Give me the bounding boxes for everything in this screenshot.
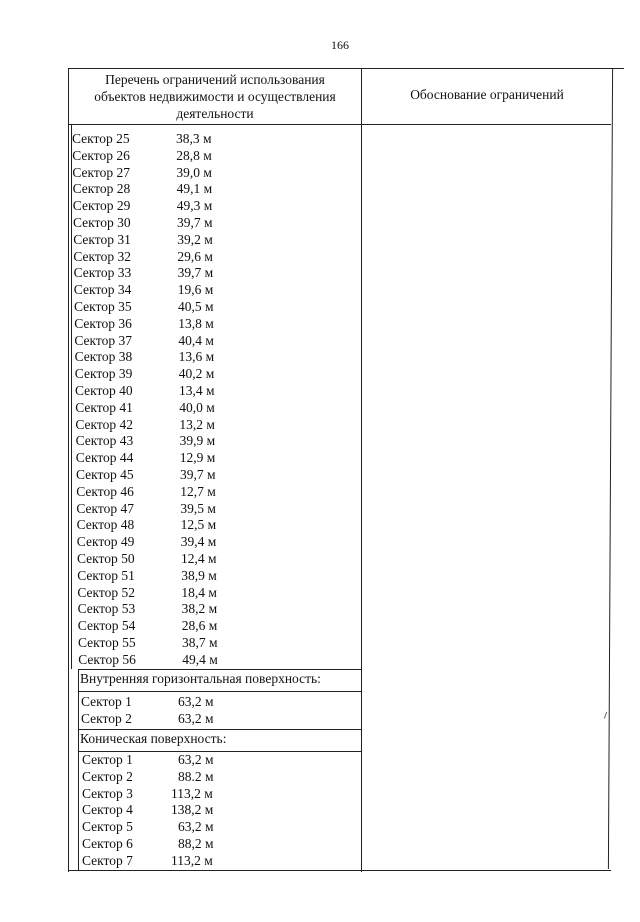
section-divider bbox=[78, 729, 362, 730]
sector-height-value: 49,4 м bbox=[182, 651, 218, 667]
table-row bbox=[72, 181, 213, 198]
section-left-border bbox=[78, 669, 79, 870]
sector-label: Сектор 35 bbox=[74, 299, 132, 314]
sector-label: Сектор 28 bbox=[72, 181, 131, 197]
sector-height-value: 113,2 м bbox=[171, 785, 213, 801]
sector-height-value: 12,4 м bbox=[181, 551, 217, 566]
table-row bbox=[76, 534, 217, 551]
table-row bbox=[77, 601, 218, 618]
header-left-line-2: объектов недвижимости и осуществления bbox=[94, 89, 336, 104]
sector-label: Сектор 52 bbox=[77, 584, 136, 600]
sector-label: Сектор 3 bbox=[82, 785, 133, 801]
table-row bbox=[73, 265, 214, 282]
sector-label: Сектор 43 bbox=[75, 433, 134, 449]
group-left-border bbox=[71, 124, 72, 669]
table-row bbox=[74, 299, 214, 316]
sector-height-value: 49,1 м bbox=[176, 181, 213, 197]
table-row bbox=[82, 802, 214, 819]
sector-height-value: 39,4 м bbox=[180, 534, 217, 550]
sector-label: Сектор 33 bbox=[73, 265, 132, 281]
sector-label: Сектор 29 bbox=[72, 198, 131, 214]
sector-label: Сектор 42 bbox=[75, 416, 134, 432]
sector-height-value: 39,9 м bbox=[179, 433, 216, 449]
table-row bbox=[72, 131, 212, 148]
section-heading: Коническая поверхность: bbox=[80, 731, 227, 746]
sector-label: Сектор 31 bbox=[73, 231, 131, 247]
table-row bbox=[74, 315, 214, 333]
sector-height-value: 12,7 м bbox=[180, 483, 216, 499]
table-row bbox=[74, 366, 215, 383]
table-row bbox=[75, 433, 216, 450]
table-row bbox=[82, 852, 213, 870]
table-row bbox=[78, 635, 218, 652]
sector-label: Сектор 39 bbox=[74, 366, 133, 382]
table-row bbox=[82, 768, 214, 786]
sector-label: Сектор 46 bbox=[76, 483, 134, 499]
sector-height-value: 63,2 м bbox=[178, 694, 214, 709]
table-row bbox=[74, 349, 215, 366]
sector-height-value: 13,8 м bbox=[178, 315, 214, 331]
sector-label: Сектор 45 bbox=[76, 467, 134, 482]
page-number: 166 bbox=[331, 38, 349, 52]
sector-label: Сектор 7 bbox=[82, 852, 133, 868]
sector-height-value: 19,6 м bbox=[177, 282, 214, 298]
sector-label: Сектор 5 bbox=[82, 819, 133, 835]
sector-height-value: 40,4 м bbox=[178, 332, 214, 348]
sector-height-value: 39,7 м bbox=[177, 265, 214, 281]
section-divider bbox=[78, 669, 362, 670]
sector-height-value: 13,4 м bbox=[179, 383, 215, 398]
table-row bbox=[72, 164, 212, 182]
sector-label: Сектор 2 bbox=[81, 710, 132, 726]
sector-height-value: 88,2 м bbox=[178, 836, 214, 851]
table-row bbox=[77, 618, 218, 635]
sector-height-value: 38,3 м bbox=[176, 131, 212, 146]
sector-label: Сектор 50 bbox=[77, 551, 135, 566]
table-bottom-border bbox=[68, 870, 611, 871]
sector-height-value: 138,2 м bbox=[171, 802, 214, 818]
section-divider bbox=[78, 691, 362, 692]
table-row bbox=[82, 819, 214, 836]
table-row bbox=[76, 483, 216, 501]
sector-label: Сектор 32 bbox=[73, 248, 132, 264]
sector-height-value: 38,7 м bbox=[182, 635, 218, 650]
sector-height-value: 40,5 м bbox=[178, 299, 214, 314]
sector-height-value: 13,2 м bbox=[179, 416, 215, 432]
table-row bbox=[75, 383, 215, 400]
sector-label: Сектор 6 bbox=[82, 836, 133, 851]
sector-height-value: 63,2 м bbox=[178, 710, 214, 726]
table-row bbox=[82, 752, 214, 769]
sector-label: Сектор 36 bbox=[74, 315, 132, 331]
sector-label: Сектор 54 bbox=[77, 618, 136, 634]
sector-height-value: 49,3 м bbox=[176, 198, 213, 214]
sector-label: Сектор 51 bbox=[77, 567, 135, 583]
table-row bbox=[77, 567, 217, 585]
sector-label: Сектор 30 bbox=[73, 215, 131, 230]
sector-height-value: 39,0 м bbox=[176, 164, 212, 180]
header-left-line-1: Перечень ограничений использования bbox=[105, 72, 325, 87]
sector-label: Сектор 1 bbox=[82, 752, 133, 767]
sector-label: Сектор 55 bbox=[78, 635, 136, 650]
table-row bbox=[76, 467, 216, 484]
sector-height-value: 38,9 м bbox=[181, 567, 217, 583]
table-row bbox=[74, 332, 214, 350]
sector-height-value: 40,2 м bbox=[178, 366, 215, 382]
sector-height-value: 40,0 м bbox=[179, 399, 215, 415]
sector-height-value: 12,5 м bbox=[180, 517, 217, 533]
sector-label: Сектор 47 bbox=[76, 500, 135, 516]
sector-label: Сектор 40 bbox=[75, 383, 133, 398]
header-justification: Обоснование ограничений bbox=[410, 87, 564, 102]
sector-height-value: 88.2 м bbox=[178, 768, 214, 784]
sector-height-value: 39,2 м bbox=[177, 231, 213, 247]
sector-label: Сектор 34 bbox=[73, 282, 132, 298]
table-row bbox=[75, 450, 216, 467]
sector-height-value: 39,7 м bbox=[180, 467, 216, 482]
sector-height-value: 63,2 м bbox=[178, 819, 214, 835]
table-row bbox=[77, 551, 217, 568]
header-left-line-3: деятельности bbox=[176, 106, 254, 121]
sector-label: Сектор 4 bbox=[82, 802, 133, 818]
sector-label: Сектор 27 bbox=[72, 164, 131, 180]
sector-label: Сектор 41 bbox=[75, 399, 133, 415]
sector-label: Сектор 1 bbox=[81, 694, 132, 709]
sector-height-value: 18,4 м bbox=[181, 584, 217, 600]
table-row bbox=[77, 584, 217, 602]
sector-label: Сектор 48 bbox=[76, 517, 135, 533]
header-restrictions-list bbox=[72, 71, 358, 122]
table-row bbox=[73, 282, 214, 299]
sector-height-value: 113,2 м bbox=[171, 852, 213, 868]
sector-label: Сектор 26 bbox=[72, 147, 130, 163]
sector-label: Сектор 49 bbox=[76, 534, 135, 550]
sector-height-value: 63,2 м bbox=[178, 752, 214, 767]
table-row bbox=[82, 836, 214, 853]
table-row bbox=[73, 231, 213, 249]
sector-height-value: 28,6 м bbox=[181, 618, 218, 634]
sector-height-value: 28,8 м bbox=[176, 147, 212, 163]
sector-label: Сектор 37 bbox=[74, 332, 133, 348]
section-heading: Внутренняя горизонтальная поверхность: bbox=[80, 671, 321, 686]
table-row bbox=[72, 147, 212, 165]
header-divider bbox=[68, 124, 611, 125]
table-row bbox=[81, 710, 214, 728]
table-row bbox=[72, 198, 213, 215]
sector-height-value: 39,5 м bbox=[180, 500, 216, 516]
sector-height-value: 39,7 м bbox=[177, 215, 213, 230]
table-row bbox=[73, 215, 213, 232]
sector-label: Сектор 56 bbox=[78, 651, 136, 667]
sector-height-value: 38,2 м bbox=[181, 601, 218, 617]
table-row bbox=[78, 651, 218, 669]
sector-height-value: 12,9 м bbox=[179, 450, 216, 466]
table-row bbox=[76, 517, 217, 534]
sector-label: Сектор 2 bbox=[82, 768, 133, 784]
table-row bbox=[73, 248, 213, 266]
table-row bbox=[76, 500, 216, 518]
sector-label: Сектор 25 bbox=[72, 131, 130, 146]
table-row bbox=[75, 416, 215, 434]
sector-label: Сектор 53 bbox=[77, 601, 136, 617]
sector-label: Сектор 38 bbox=[74, 349, 133, 365]
sector-height-value: 13,6 м bbox=[178, 349, 215, 365]
sector-height-value: 29,6 м bbox=[177, 248, 213, 264]
sector-label: Сектор 44 bbox=[75, 450, 134, 466]
table-row bbox=[81, 694, 214, 711]
table-row bbox=[82, 785, 213, 803]
table-row bbox=[75, 399, 215, 417]
